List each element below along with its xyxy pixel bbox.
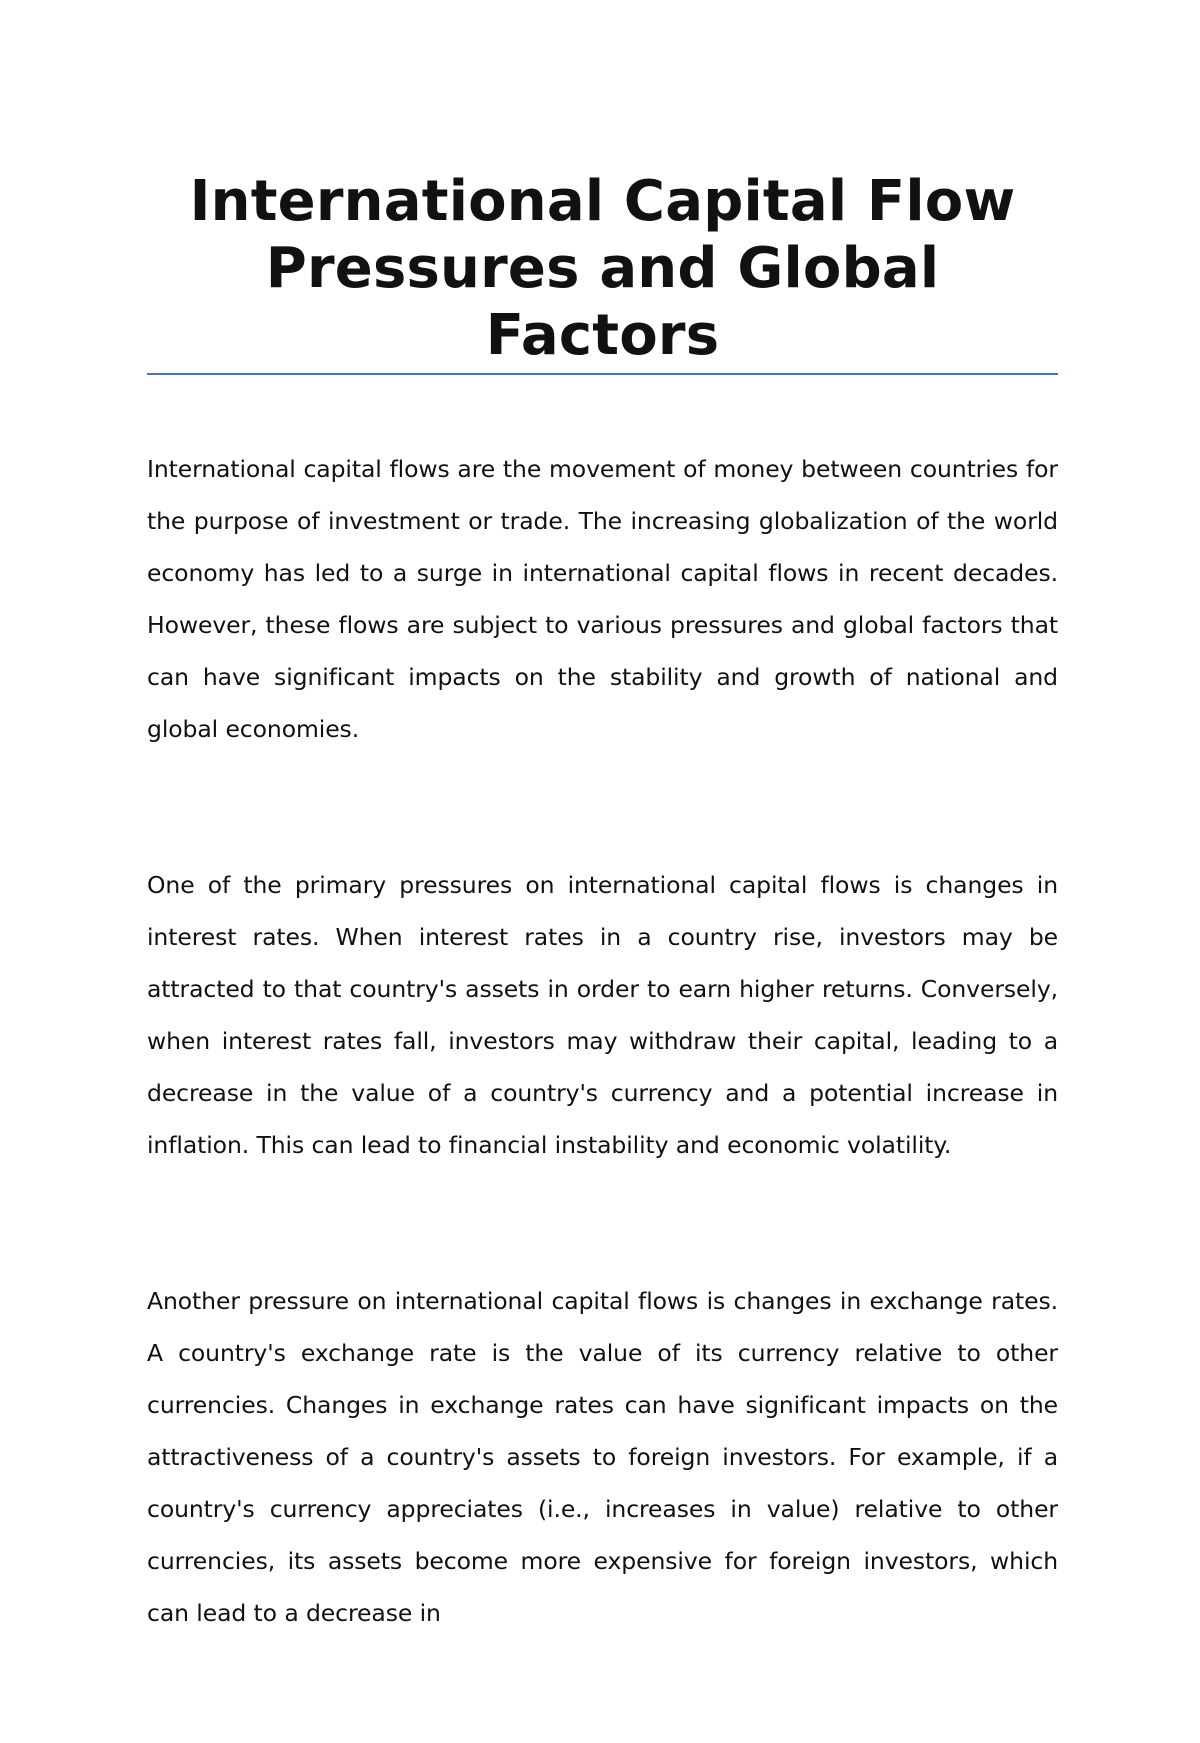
paragraph-interest-rates: One of the primary pressures on international capital flows is changes in interest rates. When interest rates in a country rise, investors may be attracted to that country's assets in order to earn higher returns. Conversely, when interest rates fall, investors may withdraw their capital, leading to a decrease in the value of a country's currency and a potential increase in inflation. This can lead to financial instability and economic volatility. [147,871,1058,1159]
document-body [147,443,1058,1743]
title-block [147,168,1058,369]
title-divider [147,373,1058,375]
document-title: International Capital Flow Pressures and Global Factors [189,169,1016,368]
paragraph-intro: International capital flows are the movement of money between countries for the purpose of investment or trade. The increasing globalization of the world economy has led to a surge in international capital flows in recent decades. However, these flows are subject to various pressures and global factors that can have significant impacts on the stability and growth of national and global economies. [147,455,1058,743]
paragraph-exchange-rates: Another pressure on international capital flows is changes in exchange rates. A country's exchange rate is the value of its currency relative to other currencies. Changes in exchange rates can have significant impacts on the attractiveness of a country's assets to foreign investors. For example, if a country's currency appreciates (i.e., increases in value) relative to other currencies, its assets become more expensive for foreign investors, which can lead to a decrease in [147,1287,1058,1627]
